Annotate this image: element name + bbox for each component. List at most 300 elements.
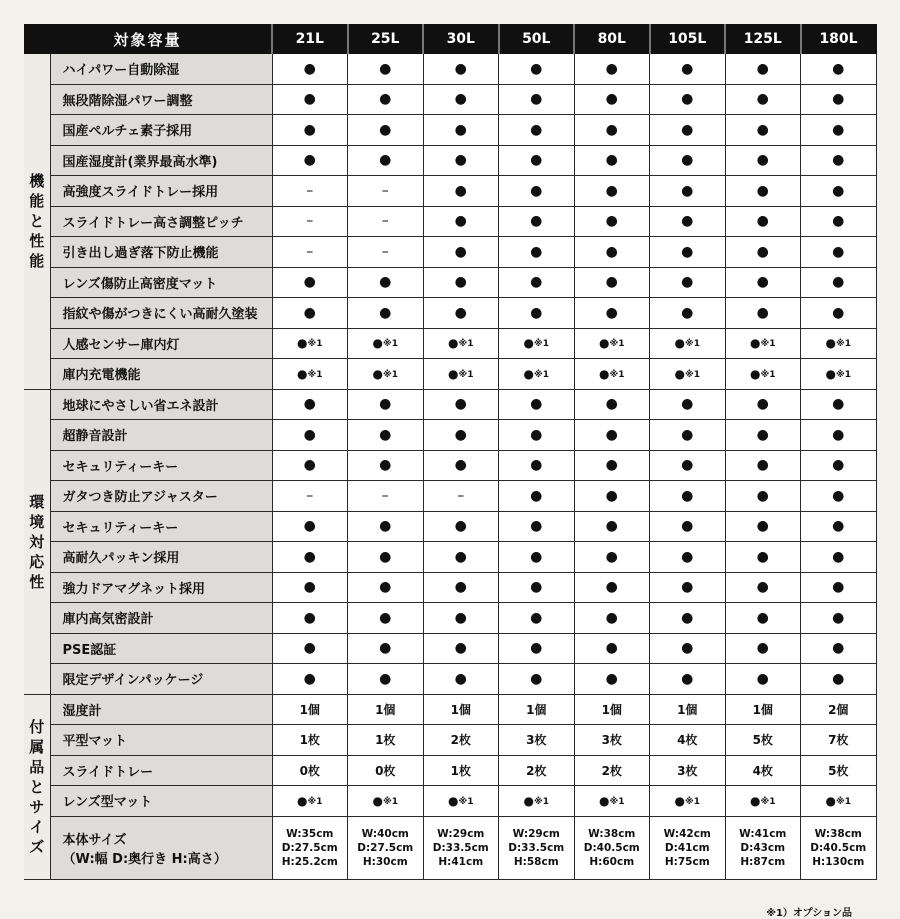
value-cell: ●	[499, 420, 575, 451]
feature-name: セキュリティーキー	[50, 450, 272, 481]
value-cell: ●	[725, 237, 801, 268]
capacity-header: 21L	[272, 25, 348, 54]
dot-mark: ●	[297, 336, 308, 351]
dot-mark: ●	[297, 793, 308, 808]
value-cell: ●	[650, 145, 726, 176]
dot-mark: ●	[825, 336, 836, 351]
value-cell: 2個	[801, 694, 877, 725]
value-cell: ●	[801, 145, 877, 176]
value-cell: ●	[423, 603, 499, 634]
value-cell	[272, 328, 348, 359]
note-mark: ※1	[685, 796, 701, 807]
value-cell: ●	[574, 603, 650, 634]
value-cell: –	[423, 481, 499, 512]
value-cell: 1個	[650, 694, 726, 725]
table-row	[24, 328, 876, 359]
table-row	[24, 84, 876, 115]
value-cell	[801, 786, 877, 817]
size-cell: W:38cm D:40.5cm H:60cm	[574, 816, 650, 879]
value-cell	[725, 786, 801, 817]
value-cell: 0枚	[348, 755, 424, 786]
value-cell	[650, 328, 726, 359]
value-cell	[348, 786, 424, 817]
dot-mark: ●	[372, 336, 383, 351]
value-cell: ●	[499, 542, 575, 573]
spec-table	[24, 24, 877, 880]
dot-mark: ●	[599, 336, 610, 351]
feature-name: スライドトレー	[50, 755, 272, 786]
group-label: 機 能 と 性 能	[24, 54, 50, 390]
value-cell: ●	[801, 572, 877, 603]
value-cell: ●	[348, 633, 424, 664]
value-cell: ●	[650, 664, 726, 695]
value-cell: 3枚	[574, 725, 650, 756]
value-cell	[348, 328, 424, 359]
value-cell: ●	[650, 572, 726, 603]
size-cell: W:29cm D:33.5cm H:58cm	[499, 816, 575, 879]
value-cell: ●	[725, 481, 801, 512]
dot-mark: ●	[674, 366, 685, 381]
value-cell	[725, 359, 801, 390]
note-mark: ※1	[760, 796, 776, 807]
value-cell: 4枚	[725, 755, 801, 786]
value-cell: ●	[650, 603, 726, 634]
dot-mark: ●	[448, 366, 459, 381]
capacity-header: 25L	[348, 25, 424, 54]
value-cell: ●	[574, 115, 650, 146]
table-row	[24, 572, 876, 603]
note-mark: ※1	[836, 339, 852, 350]
dot-mark: ●	[825, 366, 836, 381]
table-row	[24, 237, 876, 268]
value-cell: ●	[423, 115, 499, 146]
value-cell: ●	[801, 633, 877, 664]
value-cell: ●	[574, 206, 650, 237]
value-cell: ●	[272, 84, 348, 115]
value-cell: 2枚	[499, 755, 575, 786]
value-cell: ●	[725, 603, 801, 634]
dot-mark: ●	[523, 793, 534, 808]
value-cell: ●	[272, 450, 348, 481]
value-cell: ●	[574, 267, 650, 298]
value-cell: ●	[574, 237, 650, 268]
value-cell: ●	[801, 664, 877, 695]
value-cell: ●	[574, 389, 650, 420]
note-mark: ※1	[458, 339, 474, 350]
value-cell: 5枚	[801, 755, 877, 786]
value-cell: ●	[650, 633, 726, 664]
dot-mark: ●	[599, 793, 610, 808]
value-cell: –	[272, 176, 348, 207]
dot-mark: ●	[297, 366, 308, 381]
value-cell: ●	[272, 54, 348, 85]
note-mark: ※1	[534, 369, 550, 380]
dot-mark: ●	[750, 793, 761, 808]
value-cell: 3枚	[499, 725, 575, 756]
capacity-header: 80L	[574, 25, 650, 54]
note-mark: ※1	[685, 369, 701, 380]
capacity-header: 30L	[423, 25, 499, 54]
value-cell: ●	[725, 298, 801, 329]
value-cell: 1個	[272, 694, 348, 725]
value-cell: ●	[725, 450, 801, 481]
value-cell: ●	[725, 176, 801, 207]
value-cell: ●	[348, 115, 424, 146]
value-cell: –	[348, 481, 424, 512]
dot-mark: ●	[372, 366, 383, 381]
value-cell: ●	[725, 572, 801, 603]
value-cell: 4枚	[650, 725, 726, 756]
value-cell: ●	[574, 572, 650, 603]
feature-name: セキュリティーキー	[50, 511, 272, 542]
value-cell: ●	[423, 237, 499, 268]
value-cell: ●	[272, 389, 348, 420]
value-cell	[574, 328, 650, 359]
value-cell: ●	[348, 298, 424, 329]
value-cell: 0枚	[272, 755, 348, 786]
value-cell: ●	[574, 511, 650, 542]
value-cell: ●	[272, 420, 348, 451]
feature-name: 本体サイズ （W:幅 D:奥行き H:高さ）	[50, 816, 272, 879]
value-cell: ●	[650, 450, 726, 481]
value-cell: ●	[801, 267, 877, 298]
value-cell: ●	[348, 603, 424, 634]
value-cell: ●	[801, 450, 877, 481]
value-cell: 5枚	[725, 725, 801, 756]
value-cell: ●	[725, 145, 801, 176]
table-row	[24, 176, 876, 207]
table-row	[24, 206, 876, 237]
value-cell: ●	[423, 389, 499, 420]
dot-mark: ●	[523, 336, 534, 351]
value-cell: ●	[499, 664, 575, 695]
value-cell: ●	[801, 206, 877, 237]
value-cell	[801, 328, 877, 359]
value-cell: ●	[650, 389, 726, 420]
table-row	[24, 694, 876, 725]
value-cell: ●	[499, 572, 575, 603]
spec-table-body	[24, 54, 876, 880]
value-cell: 7枚	[801, 725, 877, 756]
note-mark: ※1	[458, 796, 474, 807]
value-cell: 1個	[499, 694, 575, 725]
value-cell: ●	[272, 145, 348, 176]
size-cell: W:29cm D:33.5cm H:41cm	[423, 816, 499, 879]
value-cell: –	[272, 481, 348, 512]
value-cell: ●	[801, 54, 877, 85]
value-cell: ●	[272, 511, 348, 542]
value-cell: ●	[423, 420, 499, 451]
value-cell: ●	[801, 176, 877, 207]
value-cell	[725, 328, 801, 359]
size-cell: W:41cm D:43cm H:87cm	[725, 816, 801, 879]
value-cell: 1個	[574, 694, 650, 725]
value-cell: ●	[725, 664, 801, 695]
value-cell: ●	[574, 633, 650, 664]
note-mark: ※1	[760, 369, 776, 380]
value-cell: ●	[423, 572, 499, 603]
dot-mark: ●	[750, 366, 761, 381]
value-cell: ●	[272, 267, 348, 298]
value-cell: ●	[423, 633, 499, 664]
value-cell: ●	[650, 542, 726, 573]
value-cell: ●	[801, 542, 877, 573]
dot-mark: ●	[825, 793, 836, 808]
value-cell: ●	[348, 450, 424, 481]
feature-name: 高強度スライドトレー採用	[50, 176, 272, 207]
feature-name: 無段階除湿パワー調整	[50, 84, 272, 115]
dot-mark: ●	[523, 366, 534, 381]
value-cell: 1個	[725, 694, 801, 725]
value-cell: ●	[801, 84, 877, 115]
value-cell: ●	[574, 145, 650, 176]
note-mark: ※1	[534, 796, 550, 807]
value-cell: 2枚	[574, 755, 650, 786]
value-cell	[423, 786, 499, 817]
value-cell: ●	[499, 267, 575, 298]
table-row	[24, 267, 876, 298]
feature-name: 超静音設計	[50, 420, 272, 451]
feature-name: 強力ドアマグネット採用	[50, 572, 272, 603]
value-cell: ●	[499, 237, 575, 268]
dot-mark: ●	[674, 336, 685, 351]
value-cell: ●	[574, 664, 650, 695]
size-cell: W:40cm D:27.5cm H:30cm	[348, 816, 424, 879]
dot-mark: ●	[448, 336, 459, 351]
feature-name: 地球にやさしい省エネ設計	[50, 389, 272, 420]
value-cell: ●	[650, 237, 726, 268]
feature-name: 平型マット	[50, 725, 272, 756]
value-cell: ●	[499, 206, 575, 237]
dot-mark: ●	[372, 793, 383, 808]
value-cell: ●	[801, 237, 877, 268]
dot-mark: ●	[599, 366, 610, 381]
note-mark: ※1	[383, 796, 399, 807]
table-row	[24, 542, 876, 573]
table-row	[24, 816, 876, 879]
value-cell: ●	[423, 450, 499, 481]
value-cell: ●	[650, 298, 726, 329]
value-cell: ●	[499, 298, 575, 329]
feature-name: 限定デザインパッケージ	[50, 664, 272, 695]
value-cell: ●	[423, 206, 499, 237]
value-cell: –	[348, 176, 424, 207]
value-cell: ●	[801, 298, 877, 329]
value-cell: –	[272, 206, 348, 237]
table-row	[24, 511, 876, 542]
value-cell: ●	[423, 54, 499, 85]
value-cell	[348, 359, 424, 390]
value-cell: 1枚	[348, 725, 424, 756]
value-cell: ●	[499, 389, 575, 420]
value-cell: ●	[348, 420, 424, 451]
feature-name: 国産ペルチェ素子採用	[50, 115, 272, 146]
note-mark: ※1	[307, 369, 323, 380]
value-cell: ●	[272, 298, 348, 329]
value-cell: –	[272, 237, 348, 268]
value-cell: –	[348, 206, 424, 237]
value-cell: ●	[650, 115, 726, 146]
note-mark: ※1	[760, 339, 776, 350]
note-mark: ※1	[534, 339, 550, 350]
value-cell	[574, 786, 650, 817]
value-cell: 3枚	[650, 755, 726, 786]
table-row	[24, 664, 876, 695]
value-cell: ●	[725, 633, 801, 664]
value-cell: ●	[725, 267, 801, 298]
value-cell: ●	[801, 420, 877, 451]
value-cell: ●	[574, 298, 650, 329]
note-mark: ※1	[609, 339, 625, 350]
value-cell: ●	[348, 542, 424, 573]
value-cell: ●	[423, 84, 499, 115]
value-cell: ●	[725, 389, 801, 420]
value-cell: ●	[348, 511, 424, 542]
value-cell: ●	[423, 145, 499, 176]
feature-name: PSE認証	[50, 633, 272, 664]
table-row	[24, 633, 876, 664]
value-cell: ●	[801, 511, 877, 542]
value-cell: ●	[423, 511, 499, 542]
feature-name: 庫内充電機能	[50, 359, 272, 390]
table-row	[24, 389, 876, 420]
value-cell: ●	[348, 267, 424, 298]
value-cell: ●	[725, 420, 801, 451]
footnote: ※1）オプション品	[766, 908, 852, 919]
value-cell: ●	[574, 54, 650, 85]
note-mark: ※1	[685, 339, 701, 350]
value-cell: ●	[348, 664, 424, 695]
feature-name: 国産湿度計(業界最高水準)	[50, 145, 272, 176]
size-cell: W:35cm D:27.5cm H:25.2cm	[272, 816, 348, 879]
value-cell: ●	[348, 389, 424, 420]
value-cell: ●	[272, 664, 348, 695]
value-cell: ●	[423, 664, 499, 695]
value-cell: ●	[650, 267, 726, 298]
group-label: 付 属 品 と サ イ ズ	[24, 694, 50, 879]
value-cell: ●	[650, 206, 726, 237]
value-cell	[272, 786, 348, 817]
value-cell	[801, 359, 877, 390]
feature-name: レンズ傷防止高密度マット	[50, 267, 272, 298]
table-row	[24, 298, 876, 329]
table-row	[24, 359, 876, 390]
table-row	[24, 603, 876, 634]
feature-name: 庫内高気密設計	[50, 603, 272, 634]
value-cell: ●	[650, 54, 726, 85]
value-cell: ●	[574, 84, 650, 115]
dot-mark: ●	[448, 793, 459, 808]
feature-name: 高耐久パッキン採用	[50, 542, 272, 573]
capacity-header: 125L	[725, 25, 801, 54]
feature-name: ハイパワー自動除湿	[50, 54, 272, 85]
capacity-header: 50L	[499, 25, 575, 54]
table-row	[24, 54, 876, 85]
spec-table-container	[24, 24, 876, 919]
value-cell: ●	[801, 481, 877, 512]
size-cell: W:42cm D:41cm H:75cm	[650, 816, 726, 879]
value-cell: ●	[650, 511, 726, 542]
note-mark: ※1	[307, 339, 323, 350]
value-cell: ●	[499, 54, 575, 85]
value-cell	[272, 359, 348, 390]
value-cell: ●	[348, 145, 424, 176]
feature-name: 指紋や傷がつきにくい高耐久塗装	[50, 298, 272, 329]
note-mark: ※1	[383, 339, 399, 350]
value-cell: ●	[650, 481, 726, 512]
value-cell: ●	[423, 267, 499, 298]
table-row	[24, 786, 876, 817]
group-label: 環 境 対 応 性	[24, 389, 50, 694]
value-cell: ●	[499, 84, 575, 115]
value-cell: ●	[574, 450, 650, 481]
value-cell: ●	[801, 115, 877, 146]
note-mark: ※1	[307, 796, 323, 807]
value-cell	[650, 359, 726, 390]
value-cell: ●	[499, 481, 575, 512]
value-cell: ●	[574, 176, 650, 207]
table-row	[24, 420, 876, 451]
feature-name: 引き出し過ぎ落下防止機能	[50, 237, 272, 268]
table-row	[24, 115, 876, 146]
table-row	[24, 450, 876, 481]
value-cell: ●	[650, 420, 726, 451]
value-cell: ●	[423, 176, 499, 207]
note-mark: ※1	[609, 796, 625, 807]
table-row	[24, 725, 876, 756]
feature-name: 人感センサー庫内灯	[50, 328, 272, 359]
value-cell: ●	[574, 420, 650, 451]
note-mark: ※1	[458, 369, 474, 380]
note-mark: ※1	[383, 369, 399, 380]
capacity-header: 105L	[650, 25, 726, 54]
value-cell	[499, 786, 575, 817]
value-cell: 1枚	[272, 725, 348, 756]
value-cell: ●	[725, 542, 801, 573]
value-cell: ●	[725, 206, 801, 237]
value-cell: ●	[650, 84, 726, 115]
value-cell: ●	[574, 481, 650, 512]
value-cell	[499, 328, 575, 359]
table-row	[24, 481, 876, 512]
value-cell: 1枚	[423, 755, 499, 786]
value-cell: –	[348, 237, 424, 268]
value-cell: 1個	[423, 694, 499, 725]
table-row	[24, 755, 876, 786]
value-cell	[423, 359, 499, 390]
value-cell: ●	[272, 603, 348, 634]
note-mark: ※1	[836, 369, 852, 380]
value-cell: ●	[499, 145, 575, 176]
feature-name: スライドトレー高さ調整ピッチ	[50, 206, 272, 237]
header-row	[24, 25, 876, 54]
value-cell: ●	[348, 572, 424, 603]
value-cell: ●	[423, 542, 499, 573]
value-cell: ●	[725, 84, 801, 115]
value-cell: ●	[272, 115, 348, 146]
value-cell	[423, 328, 499, 359]
dot-mark: ●	[750, 336, 761, 351]
value-cell: ●	[499, 603, 575, 634]
value-cell: ●	[499, 115, 575, 146]
note-mark: ※1	[836, 796, 852, 807]
value-cell: ●	[272, 542, 348, 573]
dot-mark: ●	[674, 793, 685, 808]
value-cell: ●	[725, 511, 801, 542]
value-cell	[499, 359, 575, 390]
feature-name: レンズ型マット	[50, 786, 272, 817]
value-cell	[574, 359, 650, 390]
